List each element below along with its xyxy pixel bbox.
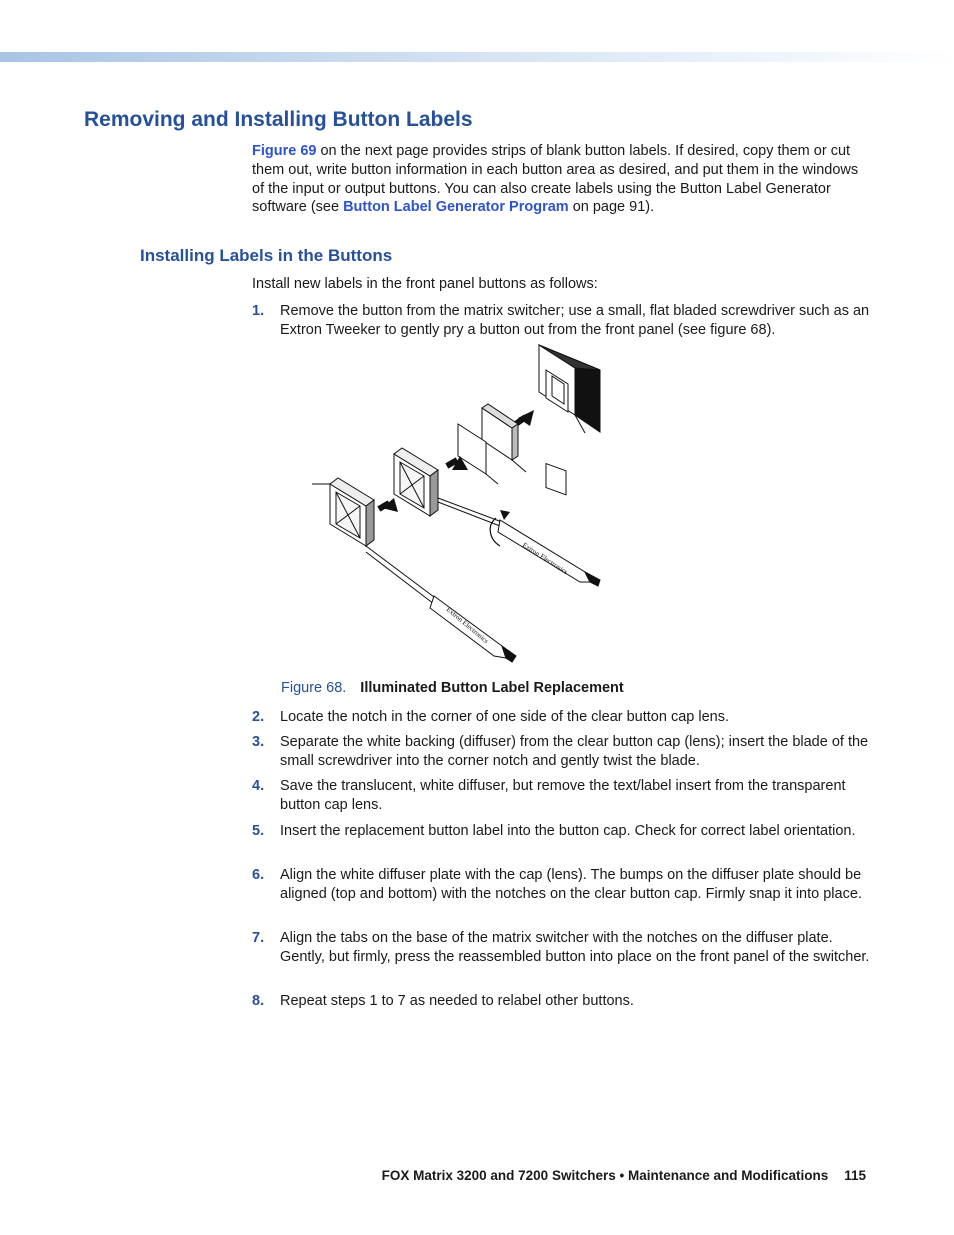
page-footer <box>382 1168 866 1183</box>
step-item <box>252 992 874 1011</box>
step-item <box>252 777 874 815</box>
step-text: Remove the button from the matrix switcher; use a small, flat bladed screwdriver such as an Extron Tweeker to gently pry a button out from the front panel (see figure 68). <box>280 303 870 338</box>
step-text: Save the translucent, white diffuser, but remove the text/label insert from the transparent button cap lens. <box>280 778 846 813</box>
button-label-generator-link[interactable]: Button Label Generator Program <box>343 199 569 216</box>
switcher-panel-drawing <box>539 345 600 495</box>
lead-text: Install new labels in the front panel buttons as follows: <box>252 276 598 292</box>
step-item <box>252 733 874 771</box>
step-text: Insert the replacement button label into the button cap. Check for correct label orientation. <box>280 823 856 839</box>
arrow-icon-lower <box>377 498 398 512</box>
svg-text:Extron Electronics: Extron Electronics <box>444 605 490 646</box>
step-number: 7. <box>252 930 265 946</box>
button-replacement-figure <box>300 340 620 670</box>
step-number: 4. <box>252 778 265 794</box>
step-number: 3. <box>252 734 265 750</box>
step-text: Repeat steps 1 to 7 as needed to relabel other buttons. <box>280 993 634 1009</box>
header-gradient-bar <box>0 52 954 62</box>
button-cap-drawing <box>394 448 438 516</box>
svg-text:Extron Electronics: Extron Electronics <box>520 540 570 577</box>
section-heading: Installing Labels in the Buttons <box>140 246 393 265</box>
figure-69-link[interactable]: Figure 69 <box>252 143 317 159</box>
step-text: Separate the white backing (diffuser) from the clear button cap (lens); insert the blade of the small screwdriver into the corner notch and gently twist the blade. <box>280 734 869 769</box>
step-item <box>252 929 874 967</box>
page-title: Removing and Installing Button Labels <box>84 108 473 131</box>
step-number: 8. <box>252 993 265 1009</box>
step-number: 1. <box>252 303 265 319</box>
button-cap-drawing-front <box>312 478 374 546</box>
step-text: Locate the notch in the corner of one side of the clear button cap lens. <box>280 709 729 725</box>
footer-title: FOX Matrix 3200 and 7200 Switchers • Maintenance and Modifications <box>381 1168 829 1183</box>
intro-text-1: on the next page provides strips of blank button labels. If desired, copy them or cut them out, write button information in each button area as desired, and put them in the windows of the input or output buttons. You can also create labels using the Button Label Generator software (see <box>252 143 859 216</box>
figure-number: Figure 68. <box>281 680 347 696</box>
screwdriver-icon-right <box>438 498 600 586</box>
page-number: 115 <box>844 1168 866 1183</box>
screwdriver-icon-bottom <box>366 546 516 662</box>
step-number: 2. <box>252 709 265 725</box>
figure-caption <box>281 680 624 696</box>
step-item <box>252 822 874 841</box>
step-number: 6. <box>252 867 265 883</box>
step-item <box>252 708 874 727</box>
step-text: Align the tabs on the base of the matrix switcher with the notches on the diffuser plate. Gently, but firmly, press the reassembled button into place on the front panel of the switcher. <box>280 930 870 965</box>
intro-text-2: on page 91). <box>568 199 655 216</box>
step-number: 5. <box>252 823 265 839</box>
step-item <box>252 302 874 340</box>
figure-title: Illuminated Button Label Replacement <box>360 680 624 696</box>
step-item <box>252 866 874 904</box>
diffuser-plate-drawing <box>482 404 526 472</box>
step-text: Align the white diffuser plate with the cap (lens). The bumps on the diffuser plate should be aligned (top and bottom) with the notches on the clear button cap. Firmly snap it into place. <box>280 867 862 902</box>
intro-paragraph <box>252 142 872 217</box>
